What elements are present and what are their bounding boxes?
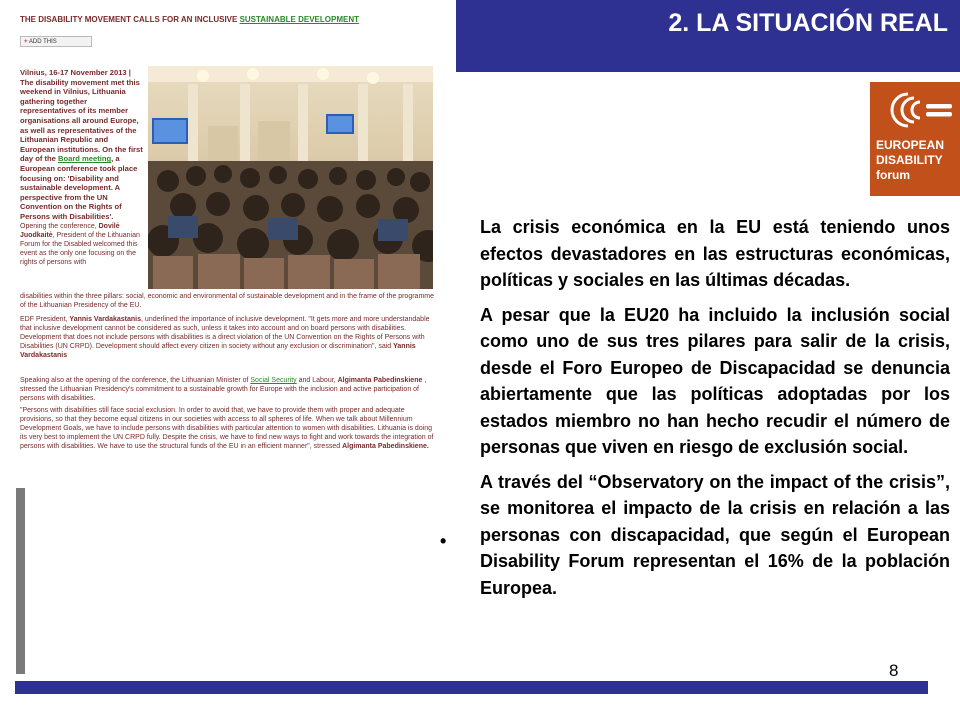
article-paragraph-2 [20,222,144,267]
p4-text-mid: and Labour, [296,377,338,384]
article-paragraph-4 [20,376,436,403]
edf-logo [870,82,960,196]
headline-text: THE DISABILITY MOVEMENT CALLS FOR AN INCLUSIVE [20,15,240,24]
p5-text: "Persons with disabilities still face social exclusion. In order to avoid that, we have to provide them with proper and adequate provisions, so that they become equal citizens in our societies with access to all spheres of life. When we talk about Millennium Development Goals, we have to include persons with disabilities with particular attention to women with disabilities. Lithuania is doing its very best to implement the UN CRPD fully. Despite the crisis, we have to find new ways to fight and work towards the integration of persons with disabilities. We have to use the structural funds of the EU in an efficient manner", stressed [20,407,434,450]
article-paragraph-3 [20,315,436,360]
addthis-label: ADD THIS [28,39,57,45]
body-paragraph-1: La crisis económica en la EU está teniendo unos efectos devastadores en las estructuras económicas, políticas y sociales en las últimas décadas. [480,217,950,290]
logo-line-3: forum [876,168,910,182]
p3-name-end: Yannis Vardakastanis [20,343,416,359]
article-paragraph-2-continued: disabilities within the three pillars: social, economic and environmental of sustainable development and in the frame of the programme of the Lithuanian Presidency of the EU. [20,293,435,309]
article-screenshot [16,8,444,468]
p3-text-mid: , underlined the importance of inclusive development. "It gets more and more understandable that inclusive development cannot be considered as such, unless it takes into account and on board persons with disabilities. Development that does not include persons with disabilities is a direct violation of the UN Convention on the Rights of Persons with Disabilities (UN CRPD). Development should affect every citizen in society without any exclusion or discrimination", said [20,316,430,350]
p4-text-end: , stressed the Lithuanian Presidency's commitment to a sustainable growth for Europe with the inclusion and active participation of persons with disabilities. [20,377,427,402]
body-paragraph-2: A pesar que la EU20 ha incluido la inclusión social como uno de sus tres pilares para salir de la crisis, desde el Foro Europeo de Discapacidad se denuncia abiertamente que las políticas adoptadas por los estados miembro no han hecho recudir el número de personas que viven en riesgo de exclusión social. [480,304,950,457]
article-headline [20,15,359,24]
title-bar [456,0,960,72]
social-security-link[interactable]: Social Security [250,377,297,384]
board-meeting-link[interactable]: Board meeting [57,154,112,164]
intro-text: Vilnius, 16-17 November 2013 | The disability movement met this weekend in Vilnius, Lithuania gathering together representatives of its member organisations all around Europe, as well as representatives of the Lithuanian Republic and European institutions. On the first day of the [20,68,143,164]
slide-body [480,214,950,609]
slide-title: 2. LA SITUACIÓN REAL [668,9,948,37]
headline-link[interactable]: SUSTAINABLE DEVELOPMENT [239,15,359,24]
left-accent-bar [16,488,25,674]
page-number: 8 [889,661,899,680]
addthis-plus-icon: + [24,39,28,45]
intro-text-end: , a European conference took place focusing on: 'Disability and sustainable development. A perspective from the UN Convention on the Rights of Persons with Disabilities'. [20,154,138,221]
edf-logo-mark-icon [870,82,960,138]
p2-name: Dovilė Juodkaitė [20,223,120,239]
p2-text: Opening the conference, [20,223,99,230]
p4-name: Algimanta Pabedinskiene [337,377,423,384]
p2-text-end: , President of the Lithuanian Forum for the Disabled welcomed this event as the only one focusing on the rights of persons with [20,232,140,266]
p3-text: EDF President, [20,316,70,323]
conference-photo [148,66,433,289]
bullet-icon: • [440,531,447,551]
logo-line-1: EUROPEAN [876,138,945,152]
logo-line-2: DISABILITY [876,153,943,167]
article-intro [20,68,144,222]
body-bullet-text: A través del “Observatory on the impact of the crisis”, se monitorea el impacto de la crisis en relación a las personas con discapacidad, que según el European Disability Forum representan el 16% de la población Europea. [480,471,950,598]
p3-name: Yannis Vardakastanis [69,316,142,323]
p5-name: Algimanta Pabedinskiene. [342,443,429,450]
bottom-accent-bar [15,681,928,694]
p4-text: Speaking also at the opening of the conference, the Lithuanian Minister of [20,377,251,384]
addthis-button[interactable] [20,36,92,47]
article-paragraph-5 [20,406,436,451]
